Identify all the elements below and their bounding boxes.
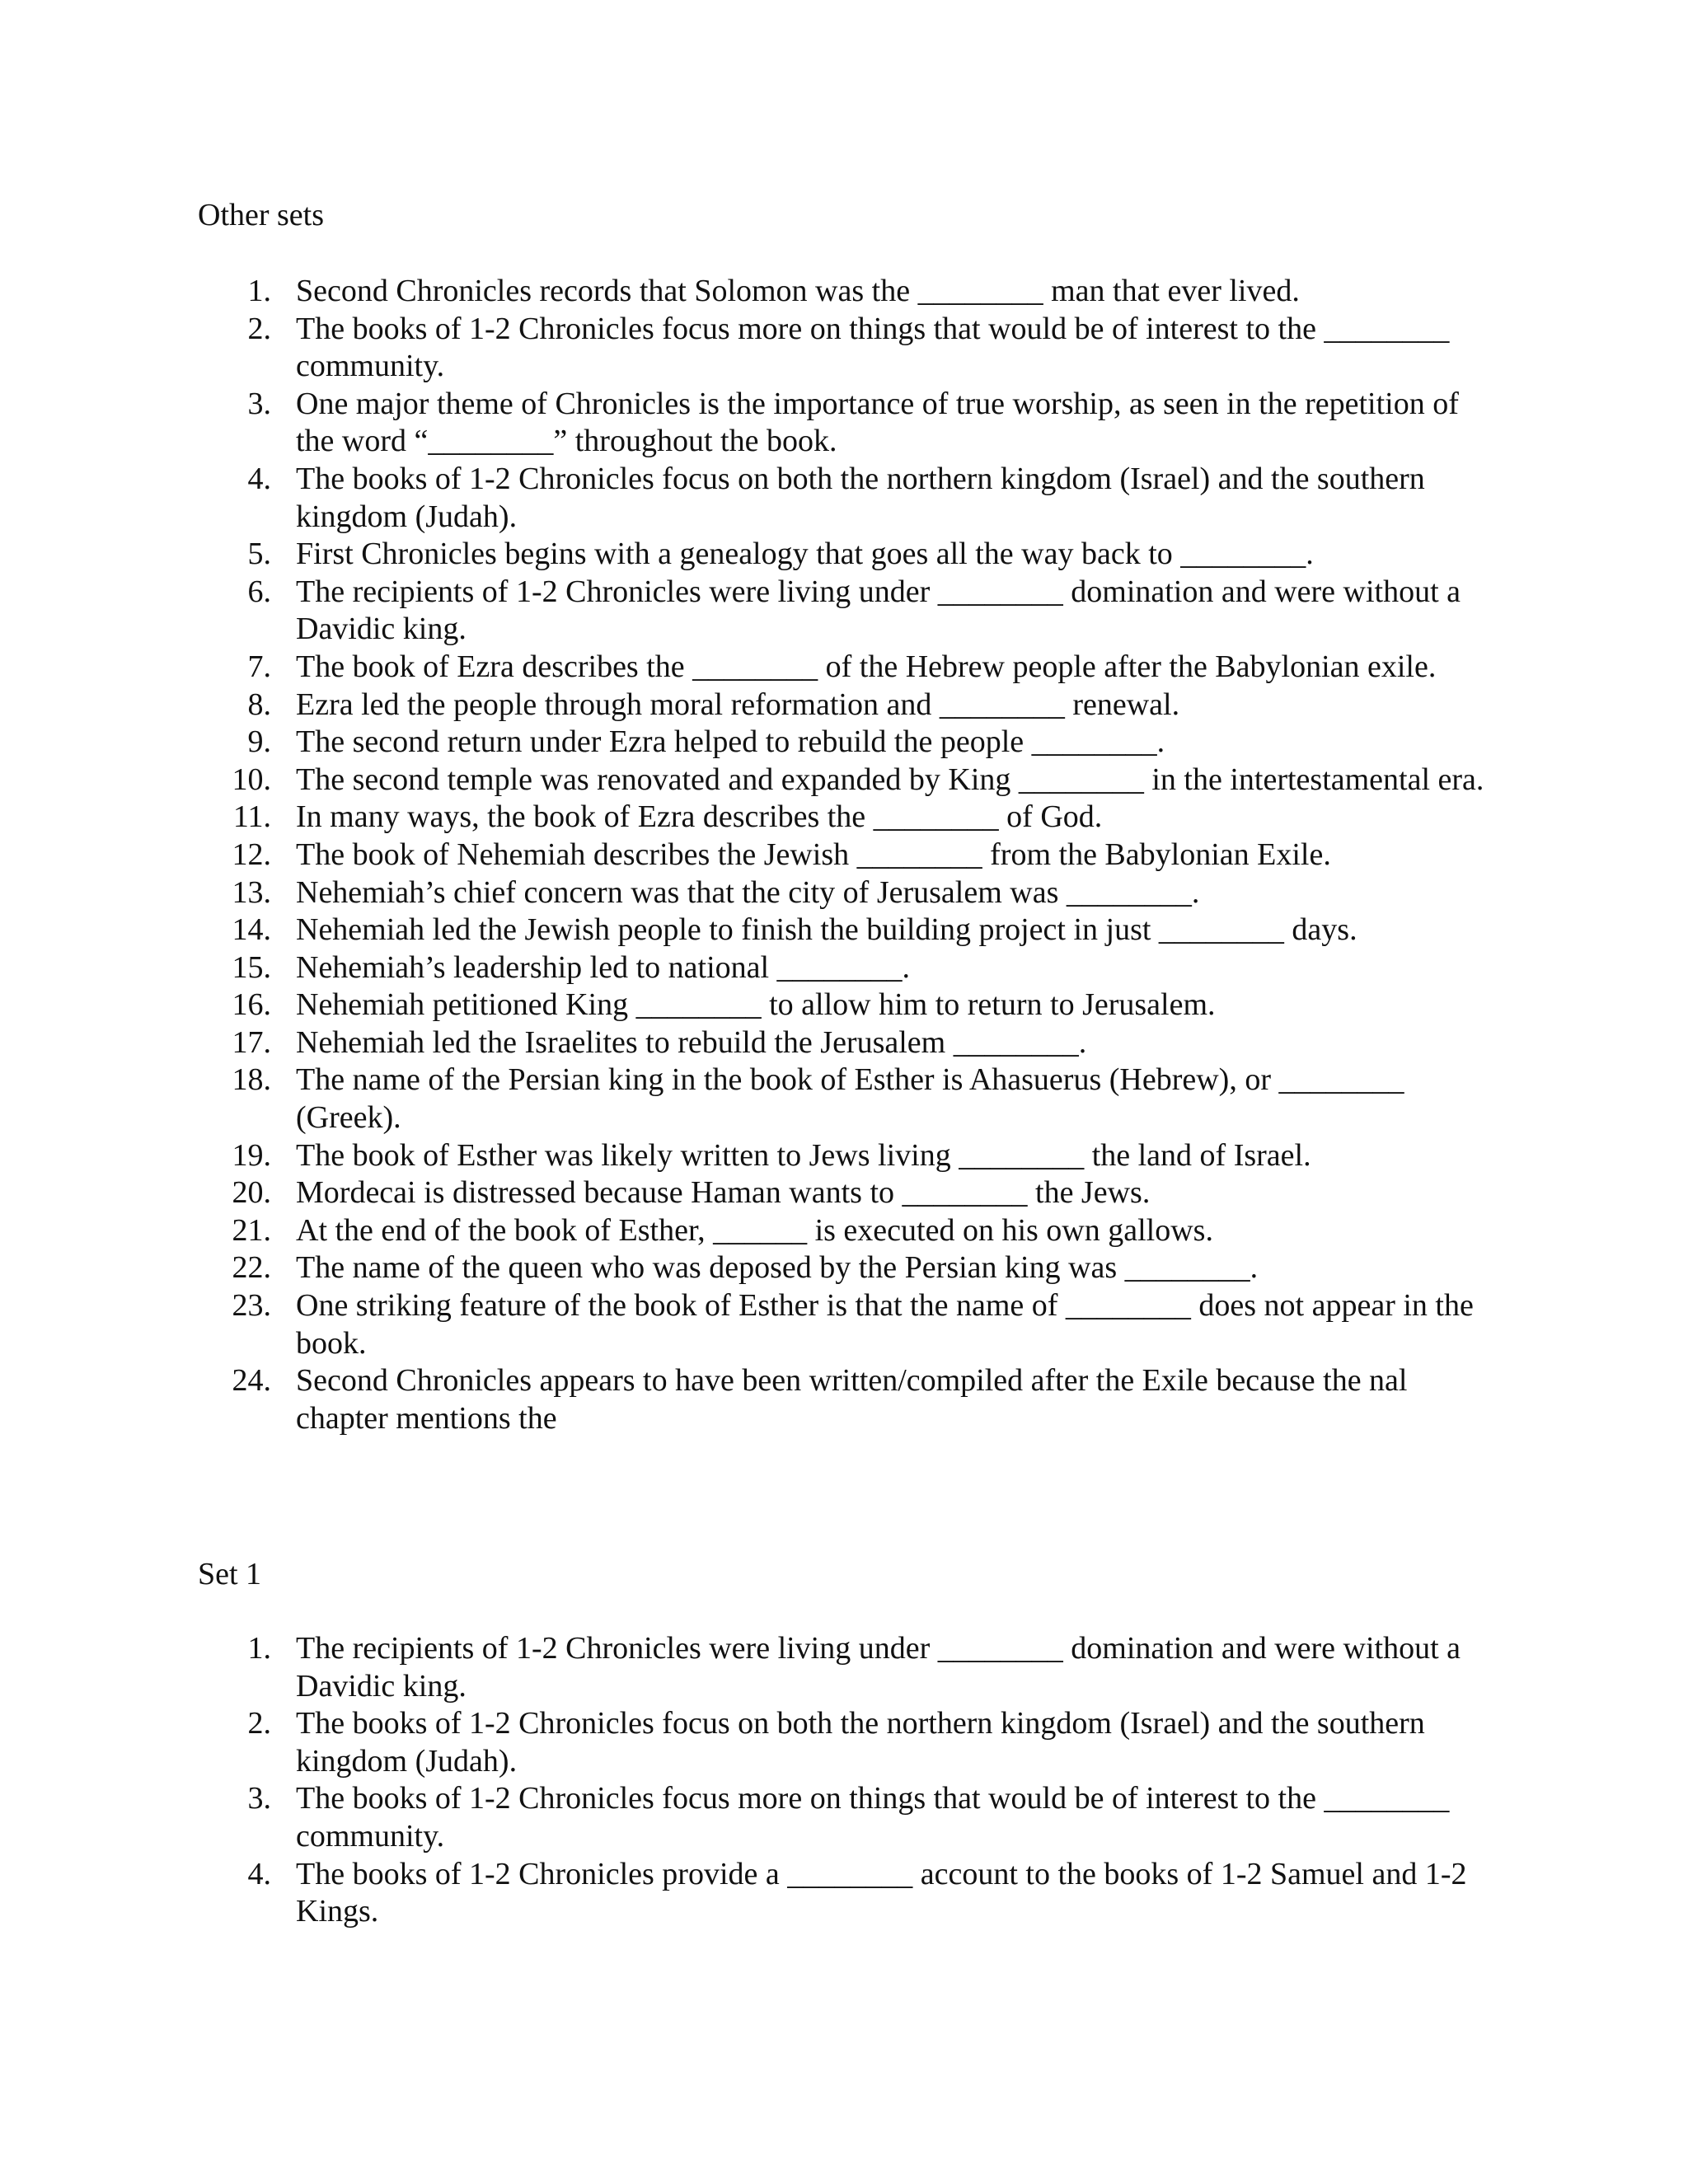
item-number: 4. bbox=[247, 1856, 271, 1891]
item-text: Nehemiah petitioned King ________ to allow him to return to Jerusalem. bbox=[296, 987, 1216, 1023]
item-text: The recipients of 1-2 Chronicles were living under ________ domination and were without a Davidic king. bbox=[296, 1631, 1461, 1704]
section-title-other-sets: Other sets bbox=[198, 198, 325, 232]
section-title-set-1: Set 1 bbox=[198, 1557, 262, 1591]
item-text: The books of 1-2 Chronicles focus on both the northern kingdom (Israel) and the southern kingdom (Judah). bbox=[296, 1706, 1425, 1779]
list-item bbox=[0, 311, 1688, 386]
item-number: 22. bbox=[232, 1250, 271, 1286]
list-item bbox=[0, 1174, 1688, 1212]
item-number: 8. bbox=[247, 687, 271, 722]
item-number: 1. bbox=[247, 1631, 271, 1666]
item-number: 1. bbox=[247, 274, 271, 308]
item-text: Nehemiah’s chief concern was that the city of Jerusalem was ________. bbox=[296, 874, 1200, 910]
item-text: The recipients of 1-2 Chronicles were living under ________ domination and were without a Davidic king. bbox=[296, 574, 1461, 647]
list-item bbox=[0, 1287, 1688, 1362]
item-number: 20. bbox=[232, 1175, 271, 1211]
item-text: The second return under Ezra helped to rebuild the people ________. bbox=[296, 724, 1165, 760]
list-item bbox=[0, 1024, 1688, 1062]
item-number: 3. bbox=[247, 386, 271, 421]
list-item bbox=[0, 949, 1688, 987]
item-number: 23. bbox=[232, 1288, 271, 1324]
list-item bbox=[0, 724, 1688, 762]
item-text: The name of the Persian king in the book of Esther is Ahasuerus (Hebrew), or ________ (Greek). bbox=[296, 1062, 1404, 1136]
item-number: 5. bbox=[247, 537, 271, 572]
item-text: One major theme of Chronicles is the importance of true worship, as seen in the repetition of the word “________” throughout the book. bbox=[296, 386, 1459, 459]
list-item bbox=[0, 874, 1688, 912]
item-text: The name of the queen who was deposed by the Persian king was ________. bbox=[296, 1250, 1259, 1286]
list-item bbox=[0, 799, 1688, 837]
list-item bbox=[0, 1630, 1688, 1705]
item-number: 18. bbox=[232, 1062, 271, 1098]
list-item bbox=[0, 273, 1688, 311]
list-item bbox=[0, 1780, 1688, 1855]
item-text: In many ways, the book of Ezra describes the ________ of God. bbox=[296, 799, 1103, 835]
item-number: 3. bbox=[247, 1781, 271, 1816]
item-number: 13. bbox=[232, 874, 271, 910]
item-text: The book of Esther was likely written to Jews living ________ the land of Israel. bbox=[296, 1137, 1311, 1173]
item-text: The second temple was renovated and expanded by King ________ in the intertestamental era. bbox=[296, 762, 1484, 797]
item-text: The book of Nehemiah describes the Jewish ________ from the Babylonian Exile. bbox=[296, 837, 1331, 872]
item-number: 17. bbox=[232, 1024, 271, 1060]
list-item bbox=[0, 762, 1688, 799]
item-text: The books of 1-2 Chronicles provide a ________ account to the books of 1-2 Samuel and 1-2 Kings. bbox=[296, 1856, 1467, 1929]
list-item bbox=[0, 912, 1688, 949]
item-number: 6. bbox=[247, 574, 271, 609]
item-text: The books of 1-2 Chronicles focus more on things that would be of interest to the ________ community. bbox=[296, 311, 1450, 384]
item-text: The books of 1-2 Chronicles focus more on things that would be of interest to the ________ community. bbox=[296, 1781, 1450, 1854]
item-number: 10. bbox=[232, 762, 271, 797]
item-number: 21. bbox=[232, 1212, 271, 1248]
item-text: Ezra led the people through moral reformation and ________ renewal. bbox=[296, 687, 1180, 722]
list-item bbox=[0, 574, 1688, 649]
item-number: 2. bbox=[247, 1706, 271, 1741]
item-text: Nehemiah’s leadership led to national ________. bbox=[296, 949, 911, 985]
item-number: 7. bbox=[247, 649, 271, 684]
item-text: At the end of the book of Esther, ______ is executed on his own gallows. bbox=[296, 1212, 1213, 1248]
question-list-other-sets bbox=[0, 273, 1688, 1437]
item-number: 24. bbox=[232, 1363, 271, 1399]
item-text: Second Chronicles records that Solomon was the ________ man that ever lived. bbox=[296, 274, 1300, 308]
list-item bbox=[0, 461, 1688, 536]
list-item bbox=[0, 649, 1688, 687]
item-number: 15. bbox=[232, 949, 271, 985]
item-number: 16. bbox=[232, 987, 271, 1023]
list-item bbox=[0, 1212, 1688, 1250]
item-text: One striking feature of the book of Esther is that the name of ________ does not appear in the book. bbox=[296, 1288, 1474, 1361]
list-item bbox=[0, 837, 1688, 874]
item-text: Mordecai is distressed because Haman wants to ________ the Jews. bbox=[296, 1175, 1151, 1211]
list-item bbox=[0, 1249, 1688, 1287]
item-number: 12. bbox=[232, 837, 271, 872]
item-text: First Chronicles begins with a genealogy that goes all the way back to ________. bbox=[296, 537, 1314, 572]
item-text: Nehemiah led the Jewish people to finish the building project in just ________ days. bbox=[296, 912, 1357, 948]
item-number: 11. bbox=[232, 799, 271, 835]
item-number: 19. bbox=[232, 1137, 271, 1173]
item-number: 4. bbox=[247, 461, 271, 496]
item-number: 2. bbox=[247, 311, 271, 346]
list-item bbox=[0, 1362, 1688, 1437]
list-item bbox=[0, 687, 1688, 724]
item-number: 14. bbox=[232, 912, 271, 948]
list-item bbox=[0, 386, 1688, 461]
list-item bbox=[0, 987, 1688, 1024]
item-text: The books of 1-2 Chronicles focus on both the northern kingdom (Israel) and the southern kingdom (Judah). bbox=[296, 461, 1425, 534]
item-text: Nehemiah led the Israelites to rebuild the Jerusalem ________. bbox=[296, 1024, 1087, 1060]
item-number: 9. bbox=[247, 724, 271, 760]
item-text: Second Chronicles appears to have been written/compiled after the Exile because the nal chapter mentions the bbox=[296, 1363, 1408, 1436]
list-item bbox=[0, 536, 1688, 574]
list-item bbox=[0, 1705, 1688, 1780]
question-list-set-1 bbox=[0, 1630, 1688, 1931]
list-item bbox=[0, 1062, 1688, 1137]
item-text: The book of Ezra describes the ________ of the Hebrew people after the Babylonian exile. bbox=[296, 649, 1437, 684]
list-item bbox=[0, 1856, 1688, 1931]
list-item bbox=[0, 1137, 1688, 1175]
